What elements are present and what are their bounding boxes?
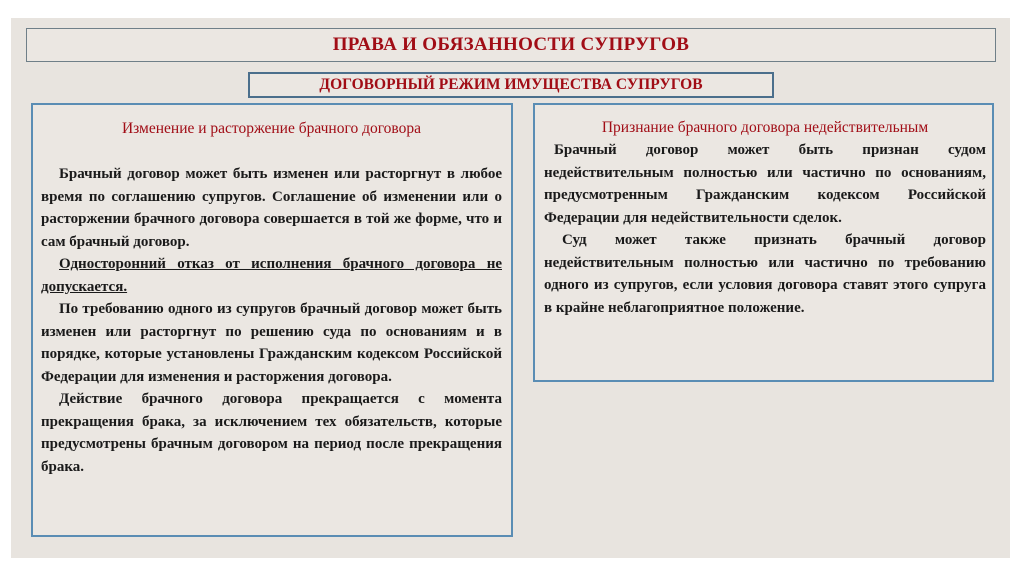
right-paragraph-2: Суд может также признать брачный договор недействительным полностью или частично по требованию одного из супругов, если условия договора ставят этого супруга в крайне неблагоприятное положение.	[544, 232, 986, 316]
page-title: ПРАВА И ОБЯЗАННОСТИ СУПРУГОВ	[332, 34, 690, 55]
title-box	[26, 28, 996, 62]
subtitle-box	[248, 72, 774, 98]
right-paragraph-1: Брачный договор может быть признан судом недействительным полностью или частично по основаниям, предусмотренным Гражданским кодексом Российской Федерации для недействительности сделок.	[544, 142, 986, 226]
page-subtitle: ДОГОВОРНЫЙ РЕЖИМ ИМУЩЕСТВА СУПРУГОВ	[319, 76, 703, 93]
right-panel-heading: Признание брачного договора недействительным	[601, 119, 929, 136]
left-paragraph-2: Односторонний отказ от исполнения брачного договора не допускается.	[41, 256, 502, 295]
left-panel	[31, 103, 513, 537]
left-paragraph-1: Брачный договор может быть изменен или расторгнут в любое время по соглашению супругов. Соглашение об изменении или о расторжении брачного договора совершается в той же форме, что и сам брачный договор.	[41, 166, 502, 250]
left-paragraph-4: Действие брачного договора прекращается с момента прекращения брака, за исключением тех обязательств, которые предусмотрены брачным договором на период после прекращения брака.	[41, 391, 502, 475]
left-panel-heading: Изменение и расторжение брачного договора	[121, 120, 422, 137]
right-panel	[533, 103, 994, 382]
left-paragraph-3: По требованию одного из супругов брачный договор может быть изменен или расторгнут по решению суда по основаниям и в порядке, которые установлены Гражданским кодексом Российской Федерации для изменения и расторжения договора.	[41, 301, 502, 385]
